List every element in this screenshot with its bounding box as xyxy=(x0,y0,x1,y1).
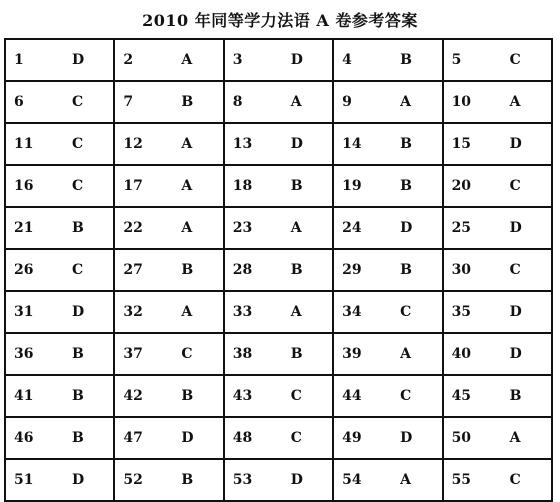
answer-cell-content xyxy=(115,376,222,416)
question-number: 51 xyxy=(14,472,34,488)
answer-cell xyxy=(5,123,114,165)
answer-cell xyxy=(333,207,442,249)
answer-letter: C xyxy=(72,178,84,194)
answer-cell xyxy=(224,375,333,417)
answer-cell xyxy=(224,165,333,207)
answer-cell-content xyxy=(225,250,332,290)
answer-cell xyxy=(5,291,114,333)
answer-cell xyxy=(5,459,114,501)
answer-cell-content xyxy=(334,460,441,500)
answer-cell-content xyxy=(334,250,441,290)
question-number: 41 xyxy=(14,388,34,404)
answer-cell-content xyxy=(334,292,441,332)
answer-cell-content xyxy=(225,334,332,374)
answer-letter: B xyxy=(400,262,413,278)
answer-letter: C xyxy=(72,136,84,152)
answer-letter: C xyxy=(509,178,521,194)
answer-letter: D xyxy=(509,136,522,152)
answer-cell-content xyxy=(225,82,332,122)
answer-cell-content xyxy=(225,418,332,458)
answer-cell-content xyxy=(444,40,551,80)
question-number: 19 xyxy=(342,178,362,194)
table-row xyxy=(5,123,552,165)
answer-cell-content xyxy=(444,82,551,122)
answer-cell-content xyxy=(6,292,113,332)
answer-cell-content xyxy=(225,40,332,80)
answer-letter: D xyxy=(509,220,522,236)
answer-letter: B xyxy=(290,178,303,194)
question-number: 37 xyxy=(123,346,143,362)
answer-cell-content xyxy=(444,334,551,374)
answer-letter: C xyxy=(509,52,521,68)
answer-letter: D xyxy=(509,346,522,362)
answer-cell xyxy=(443,333,552,375)
answer-cell xyxy=(333,81,442,123)
question-number: 14 xyxy=(342,136,362,152)
question-number: 44 xyxy=(342,388,362,404)
question-number: 30 xyxy=(451,262,472,278)
question-number: 42 xyxy=(123,388,143,404)
answer-cell-content xyxy=(444,418,551,458)
question-number: 25 xyxy=(451,220,472,236)
answer-cell-content xyxy=(6,166,113,206)
answer-cell xyxy=(224,207,333,249)
answer-cell xyxy=(333,417,442,459)
answer-letter: A xyxy=(181,52,193,68)
question-number: 47 xyxy=(123,430,143,446)
question-number: 38 xyxy=(232,346,253,362)
answer-letter: A xyxy=(290,220,302,236)
answer-cell-content xyxy=(115,250,222,290)
answer-cell xyxy=(333,291,442,333)
answer-letter: B xyxy=(72,346,84,362)
answer-cell-content xyxy=(115,124,222,164)
question-number: 21 xyxy=(14,220,34,236)
answer-cell-content xyxy=(334,82,441,122)
table-row xyxy=(5,375,552,417)
answer-cell-content xyxy=(225,124,332,164)
answer-cell-content xyxy=(115,208,222,248)
answer-cell-content xyxy=(444,376,551,416)
question-number: 36 xyxy=(14,346,34,362)
answer-cell-content xyxy=(225,376,332,416)
answer-cell-content xyxy=(444,292,551,332)
answer-letter: D xyxy=(72,304,85,320)
answer-letter: B xyxy=(290,262,303,278)
answer-cell-content xyxy=(444,124,551,164)
question-number: 18 xyxy=(232,178,253,194)
question-number: 3 xyxy=(232,52,243,68)
answer-letter: C xyxy=(181,346,193,362)
answer-letter: A xyxy=(290,94,302,110)
answer-letter: D xyxy=(72,472,85,488)
answer-letter: D xyxy=(400,430,413,446)
table-row xyxy=(5,459,552,501)
question-number: 29 xyxy=(342,262,362,278)
answer-letter: B xyxy=(509,388,522,404)
answer-letter: D xyxy=(72,52,85,68)
answer-cell-content xyxy=(444,208,551,248)
answer-cell xyxy=(443,417,552,459)
question-number: 10 xyxy=(451,94,472,110)
answer-cell-content xyxy=(444,166,551,206)
answer-cell xyxy=(114,459,223,501)
answer-cell xyxy=(114,291,223,333)
answer-cell xyxy=(114,207,223,249)
answer-table-body xyxy=(5,39,552,501)
answer-cell xyxy=(443,291,552,333)
answer-letter: C xyxy=(72,262,84,278)
answer-cell xyxy=(114,375,223,417)
question-number: 45 xyxy=(451,388,472,404)
answer-letter: C xyxy=(400,304,412,320)
answer-cell-content xyxy=(6,40,113,80)
question-number: 12 xyxy=(123,136,143,152)
answer-cell-content xyxy=(225,208,332,248)
answer-letter: C xyxy=(290,388,302,404)
answer-cell xyxy=(114,39,223,81)
question-number: 54 xyxy=(342,472,362,488)
question-number: 16 xyxy=(14,178,34,194)
answer-cell-content xyxy=(6,460,113,500)
question-number: 20 xyxy=(451,178,472,194)
answer-letter: A xyxy=(181,220,193,236)
answer-cell xyxy=(443,165,552,207)
table-row xyxy=(5,81,552,123)
answer-cell-content xyxy=(6,334,113,374)
question-number: 6 xyxy=(14,94,24,110)
answer-letter: A xyxy=(509,430,521,446)
answer-cell-content xyxy=(115,292,222,332)
question-number: 22 xyxy=(123,220,143,236)
question-number: 8 xyxy=(232,94,243,110)
answer-letter: C xyxy=(509,472,521,488)
answer-cell xyxy=(5,165,114,207)
answer-cell xyxy=(224,123,333,165)
answer-cell-content xyxy=(6,208,113,248)
answer-cell xyxy=(224,39,333,81)
answer-letter: A xyxy=(181,178,193,194)
answer-cell xyxy=(443,249,552,291)
answer-cell-content xyxy=(115,460,222,500)
answer-cell-content xyxy=(6,82,113,122)
answer-cell-content xyxy=(6,250,113,290)
question-number: 49 xyxy=(342,430,362,446)
answer-cell xyxy=(5,207,114,249)
question-number: 28 xyxy=(232,262,253,278)
answer-letter: D xyxy=(290,472,303,488)
question-number: 9 xyxy=(342,94,352,110)
answer-cell-content xyxy=(225,460,332,500)
answer-letter: B xyxy=(181,472,194,488)
question-number: 2 xyxy=(123,52,134,68)
question-number: 52 xyxy=(123,472,143,488)
answer-cell xyxy=(224,291,333,333)
answer-letter: B xyxy=(181,262,194,278)
answer-cell-content xyxy=(225,292,332,332)
answer-letter: B xyxy=(181,388,194,404)
question-number: 17 xyxy=(123,178,143,194)
table-row xyxy=(5,333,552,375)
question-number: 13 xyxy=(232,136,253,152)
question-number: 23 xyxy=(232,220,253,236)
answer-cell-content xyxy=(334,334,441,374)
answer-letter: B xyxy=(72,430,84,446)
answer-cell xyxy=(333,165,442,207)
answer-letter: D xyxy=(290,136,303,152)
question-number: 48 xyxy=(232,430,253,446)
answer-letter: A xyxy=(400,346,412,362)
answer-cell xyxy=(224,459,333,501)
answer-cell xyxy=(333,459,442,501)
answer-letter: A xyxy=(400,94,412,110)
answer-cell-content xyxy=(6,124,113,164)
answer-cell-content xyxy=(334,418,441,458)
answer-cell xyxy=(114,81,223,123)
answer-letter: D xyxy=(181,430,194,446)
answer-cell xyxy=(224,333,333,375)
answer-letter: A xyxy=(290,304,302,320)
question-number: 53 xyxy=(232,472,253,488)
answer-cell-content xyxy=(444,250,551,290)
answer-cell xyxy=(114,417,223,459)
answer-letter: B xyxy=(72,388,84,404)
question-number: 32 xyxy=(123,304,143,320)
page-title: 2010 年同等学力法语 A 卷参考答案 xyxy=(142,11,418,30)
question-number: 50 xyxy=(451,430,472,446)
answer-cell-content xyxy=(6,376,113,416)
answer-letter: B xyxy=(72,220,84,236)
answer-letter: B xyxy=(400,178,413,194)
answer-cell xyxy=(224,249,333,291)
question-number: 15 xyxy=(451,136,472,152)
answer-cell xyxy=(114,165,223,207)
answer-letter: B xyxy=(181,94,194,110)
answer-cell xyxy=(443,123,552,165)
answer-letter: A xyxy=(181,304,193,320)
question-number: 46 xyxy=(14,430,34,446)
question-number: 4 xyxy=(342,52,352,68)
answer-cell xyxy=(114,333,223,375)
answer-cell-content xyxy=(6,418,113,458)
answer-cell xyxy=(443,375,552,417)
answer-letter: C xyxy=(72,94,84,110)
answer-cell-content xyxy=(115,82,222,122)
answer-cell xyxy=(5,249,114,291)
answer-cell xyxy=(114,249,223,291)
answer-cell xyxy=(333,375,442,417)
question-number: 7 xyxy=(123,94,134,110)
answer-letter: D xyxy=(509,304,522,320)
answer-letter: C xyxy=(400,388,412,404)
answer-cell-content xyxy=(115,40,222,80)
question-number: 1 xyxy=(14,52,24,68)
answer-cell-content xyxy=(115,418,222,458)
question-number: 43 xyxy=(232,388,253,404)
answer-cell xyxy=(5,375,114,417)
answer-letter: B xyxy=(400,52,413,68)
answer-cell-content xyxy=(334,124,441,164)
question-number: 33 xyxy=(232,304,253,320)
answer-letter: A xyxy=(509,94,521,110)
question-number: 39 xyxy=(342,346,362,362)
answer-letter: C xyxy=(509,262,521,278)
answer-cell xyxy=(5,81,114,123)
answer-cell-content xyxy=(334,376,441,416)
answer-letter: B xyxy=(290,346,303,362)
question-number: 55 xyxy=(451,472,472,488)
question-number: 5 xyxy=(451,52,462,68)
answer-cell-content xyxy=(444,460,551,500)
answer-letter: C xyxy=(290,430,302,446)
answer-cell xyxy=(5,333,114,375)
table-row xyxy=(5,39,552,81)
question-number: 26 xyxy=(14,262,34,278)
question-number: 24 xyxy=(342,220,362,236)
answer-cell-content xyxy=(334,208,441,248)
answer-cell xyxy=(333,249,442,291)
question-number: 11 xyxy=(14,136,34,152)
answer-letter: D xyxy=(290,52,303,68)
table-row xyxy=(5,249,552,291)
answer-cell xyxy=(224,81,333,123)
question-number: 34 xyxy=(342,304,362,320)
answer-cell xyxy=(443,81,552,123)
answer-letter: D xyxy=(400,220,413,236)
answer-cell-content xyxy=(334,40,441,80)
answer-cell xyxy=(333,333,442,375)
question-number: 40 xyxy=(451,346,472,362)
answer-cell xyxy=(333,39,442,81)
question-number: 35 xyxy=(451,304,472,320)
answer-cell xyxy=(333,123,442,165)
table-row xyxy=(5,165,552,207)
answer-key-table xyxy=(4,38,553,502)
table-row xyxy=(5,291,552,333)
answer-cell-content xyxy=(115,166,222,206)
answer-cell-content xyxy=(225,166,332,206)
answer-cell xyxy=(224,417,333,459)
answer-cell-content xyxy=(115,334,222,374)
answer-letter: A xyxy=(181,136,193,152)
answer-letter: B xyxy=(400,136,413,152)
table-row xyxy=(5,417,552,459)
answer-cell xyxy=(443,459,552,501)
answer-cell-content xyxy=(334,166,441,206)
table-row xyxy=(5,207,552,249)
answer-letter: A xyxy=(400,472,412,488)
answer-cell xyxy=(5,417,114,459)
answer-cell xyxy=(5,39,114,81)
question-number: 27 xyxy=(123,262,143,278)
question-number: 31 xyxy=(14,304,34,320)
answer-cell xyxy=(114,123,223,165)
answer-cell xyxy=(443,39,552,81)
answer-cell xyxy=(443,207,552,249)
